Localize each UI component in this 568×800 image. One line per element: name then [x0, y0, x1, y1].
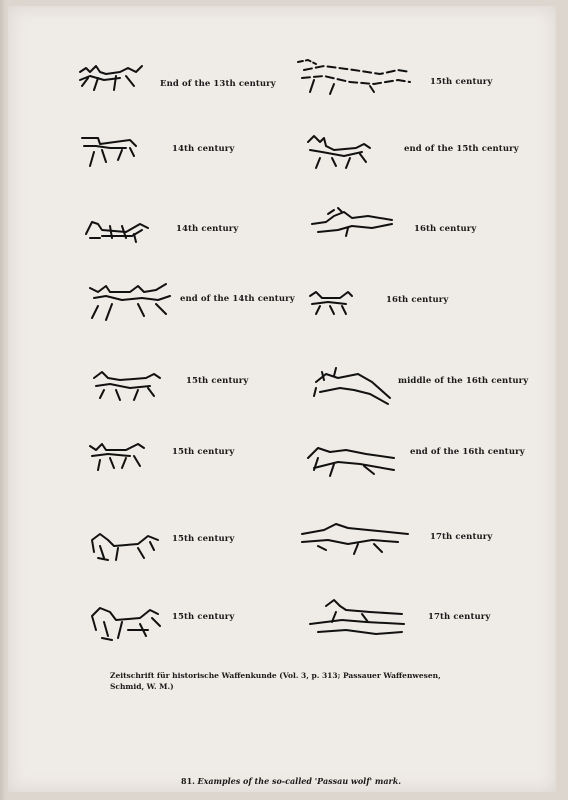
wolf-mark-icon: [90, 366, 164, 402]
wolf-mark-icon: [304, 132, 374, 172]
wolf-mark-icon: [86, 436, 150, 474]
source-line: Schmid, W. M.): [110, 682, 174, 691]
caption-text: Examples of the so-called 'Passau wolf' mark.: [197, 776, 402, 786]
wolf-mark-icon: [88, 600, 164, 644]
wolf-mark-icon: [88, 524, 164, 564]
source-citation: [110, 670, 470, 692]
wolf-mark-icon: [294, 56, 414, 96]
mark-label: end of the 16th century: [410, 447, 525, 457]
wolf-mark-icon: [86, 278, 174, 326]
wolf-mark-icon: [306, 286, 356, 318]
wolf-mark-icon: [308, 204, 398, 240]
mark-label: end of the 14th century: [180, 294, 295, 304]
mark-label: 16th century: [386, 295, 449, 305]
mark-label: 14th century: [176, 224, 239, 234]
mark-label: 15th century: [172, 612, 235, 622]
wolf-mark-icon: [80, 130, 144, 170]
source-line: Zeitschrift für historische Waffenkunde (Vol. 3, p. 313; Passauer Waffenwesen,: [110, 671, 441, 680]
wolf-mark-icon: [304, 438, 400, 482]
caption-number: 81.: [181, 776, 195, 786]
mark-label: 15th century: [430, 77, 493, 87]
mark-label: 16th century: [414, 224, 477, 234]
mark-label: end of the 15th century: [404, 144, 519, 154]
book-page: [8, 6, 556, 792]
mark-label: 17th century: [430, 532, 493, 542]
wolf-mark-icon: [298, 516, 414, 556]
mark-label: 15th century: [186, 376, 249, 386]
wolf-mark-icon: [306, 594, 410, 642]
wolf-mark-icon: [82, 210, 152, 246]
mark-label: 14th century: [172, 144, 235, 154]
mark-label: 15th century: [172, 534, 235, 544]
wolf-mark-icon: [76, 58, 148, 98]
page-edge-shadow: [0, 0, 6, 800]
mark-label: 17th century: [428, 612, 491, 622]
wolf-mark-icon: [310, 364, 396, 412]
mark-label: End of the 13th century: [160, 79, 276, 89]
mark-label: middle of the 16th century: [398, 376, 529, 386]
mark-label: 15th century: [172, 447, 235, 457]
figure-caption: [181, 776, 441, 786]
